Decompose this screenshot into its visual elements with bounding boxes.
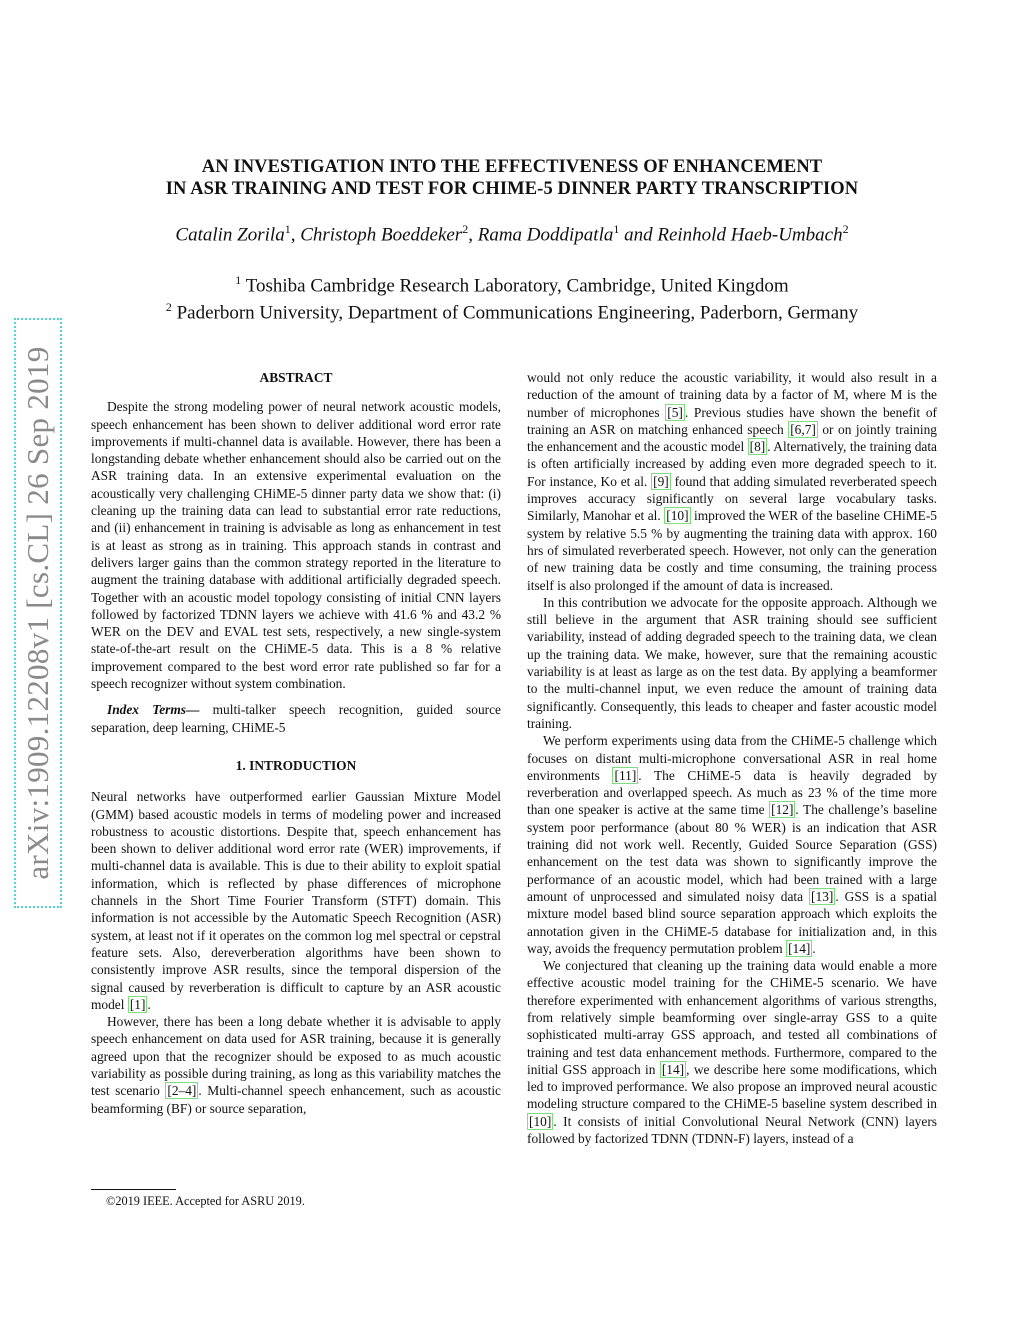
citation-link[interactable]: [14] [788,940,811,956]
paragraph-text: . [147,996,151,1012]
citation-link[interactable]: [10] [529,1113,552,1129]
paragraph-text: . GSS is a spatial mixture model based blind source separation approach which exploits the annotation given in the CHiME-5 database for initialization and, in this way, avoids the frequency permutation problem [527,888,937,956]
author-name: Catalin Zorila [175,224,285,246]
paragraph-text: . Previous studies have shown the benefit of training an ASR on matching enhanced speech [527,404,937,437]
author-affil-mark: 2 [842,222,849,236]
citation-link[interactable]: [11] [614,767,637,783]
abstract-text: Despite the strong modeling power of neural network acoustic models, speech enhancement has been shown to deliver additional word error rate improvements if multi-channel data is available. However, there has been a longstanding debate whether enhancement should also be carried out on the ASR training data. In an extensive experimental evaluation on the acoustically very challenging CHiME-5 dinner party data we show that: (i) cleaning up the training data can lead to substantial error rate reductions, and (ii) enhancement in training is advisable as long as enhancement in test is at least as strong as in training. This approach stands in contrast and delivers larger gains than the common strategy reported in the literature to augment the training database with additional artificially degraded speech. Together with an acoustic model topology consisting of initial CNN layers followed by factorized TDNN layers we achieve with 41.6 % and 43.2 % WER on the DEV and EVAL test sets, respectively, a new single-system state-of-the-art result on the CHiME-5 data. This is a 8 % relative improvement compared to the best word error rate published so far for a speech recognizer without system combination. [91,399,501,692]
left-column [91,369,501,1117]
right-paragraph-1 [527,369,937,594]
title-line-1: AN INVESTIGATION INTO THE EFFECTIVENESS OF ENHANCEMENT [201,157,823,177]
citation-link[interactable]: [14] [661,1061,685,1077]
citation-link[interactable]: [5] [667,404,683,420]
paragraph-text: However, there has been a long debate whether it is advisable to apply speech enhancement on data used for ASR training, because it is generally agreed upon that the recognizer should be exposed to as much acoustic variability as possible during training, as long as this variability matches the test scenario [91,1014,501,1099]
affiliation-2 [60,300,964,324]
paragraph-text: . Multi-channel speech enhancement, such as acoustic beamforming (BF) or source separation, [91,1083,502,1116]
affiliation-number: 1 [235,273,242,287]
right-paragraph-4 [527,957,937,1147]
paragraph-text: . It consists of initial Convolutional Neural Network (CNN) layers followed by factorized TDNN (TDNN-F) layers, instead of a [527,1113,937,1147]
paragraph-text: , we describe here some modifications, which led to improved performance. We also propose an improved neural acoustic modeling structure compared to the CHiME-5 baseline system described in [527,1061,937,1112]
arxiv-identifier[interactable]: arXiv:1909.12208v1 [cs.CL] 26 Sep 2019 [20,346,55,880]
index-terms-label: Index Terms— [107,702,200,718]
introduction-heading: 1. INTRODUCTION [235,757,357,773]
paragraph-text: We conjectured that cleaning up the training data would enable a more effective acoustic model training for the CHiME-5 scenario. We have therefore experimented with enhancement algorithms of various strengths, from relatively simple beamforming over single-array GSS to a quite sophisticated multi-array GSS approach, and tested all combinations of training and test data enhancement methods. Furthermore, compared to the initial GSS approach in [527,958,937,1077]
abstract-heading: ABSTRACT [259,370,333,385]
right-paragraph-3 [527,732,937,957]
affiliation-text: Toshiba Cambridge Research Laboratory, Cambridge, United Kingdom [241,275,789,297]
right-column [527,369,937,1147]
affiliation-number: 2 [165,300,172,314]
paper-title [100,156,924,200]
citation-link[interactable]: [8] [749,439,766,455]
paragraph-text: . The challenge’s baseline system poor performance (about 80 % WER) is an indication that ASR training did not work well. Recently, Guided Source Separation (GSS) enhancement on the test data was shown to significantly improve the performance of an acoustic model, which had been trained with a large amount of unprocessed and simulated noisy data [527,802,937,904]
index-terms-text: multi-talker speech recognition, guided source separation, deep learning, CHiME-5 [91,702,502,735]
paragraph-text: . The CHiME-5 data is heavily degraded by reverberation and overlapped speech. As much as 23 % of the time more than one speaker is active at the same time [527,767,937,818]
affiliation-text: Paderborn University, Department of Communications Engineering, Paderborn, Germany [171,302,859,324]
author-name: , Christoph Boeddeker [290,224,463,246]
right-paragraph-2: In this contribution we advocate for the opposite approach. Although we still believe in the argument that ASR training should see sufficient variability, instead of adding degraded speech to the training data, we clean up the training data. We make, however, sure that the remaining acoustic variability is at least as large as on the test data. By applying a beamformer to the multi-channel input, we even reduce the amount of training data significantly. Consequently, this leads to cheaper and faster acoustic model training. [527,594,937,731]
citation-link[interactable]: [12] [771,802,794,818]
citation-link[interactable]: [2–4] [167,1083,197,1099]
author-list [100,222,924,246]
citation-link[interactable]: [13] [811,888,834,904]
affiliation-1 [60,273,964,297]
citation-link[interactable]: [9] [653,473,669,489]
author-name: and Reinhold Haeb-Umbach [619,224,843,246]
paragraph-text: . [812,940,816,956]
copyright-footnote: ©2019 IEEE. Accepted for ASRU 2019. [106,1194,305,1208]
paragraph-text: improved the WER of the baseline CHiME-5 system by relative 5.5 % by augmenting the training data with approx. 160 hrs of simulated reverberated speech. However, not only can the generation of new training data be costly and time consuming, the training process itself is also prolonged if the amount of data is increased. [527,508,937,593]
title-line-2: IN ASR TRAINING AND TEST FOR CHIME-5 DINNER PARTY TRANSCRIPTION [165,179,859,199]
paragraph-text: Neural networks have outperformed earlier Gaussian Mixture Model (GMM) based acoustic models in terms of modeling power and increased robustness to acoustic distortions. Despite that, speech enhancement has been shown to deliver additional word error rate (WER) improvements, if multi-channel data is available. This is due to their ability to exploit spatial information, which is reflected by phase differences of microphone channels in the Short Time Fourier Transform (STFT) domain. This information is not accessible by the Automatic Speech Recognition (ASR) system, at least not if it operates on the common log mel spectral or cepstral feature sets. Also, dereverberation algorithms have been shown to consistently improve ASR results, since the temporal dispersion of the signal caused by reverberation is difficult to capture by an ASR acoustic model [91,789,501,1012]
paragraph-text: or on jointly training the enhancement and the acoustic model [527,421,937,455]
author-affil-mark: 1 [613,222,620,236]
author-name: , Rama Doddipatla [468,224,614,246]
intro-paragraph-1 [91,788,501,1013]
author-affil-mark: 2 [462,222,469,236]
paragraph-text: We perform experiments using data from the CHiME-5 challenge which focuses on distant multi-microphone conversational ASR in real home environments [527,733,937,783]
citation-link[interactable]: [6,7] [790,421,816,437]
footnote-rule [91,1189,176,1190]
intro-paragraph-2 [91,1013,501,1117]
paragraph-text: . Alternatively, the training data is often artificially increased by adding even more degraded speech to it. For instance, Ko et al. [527,439,937,489]
citation-link[interactable]: [1] [129,996,146,1012]
paragraph-text: would not only reduce the acoustic variability, it would also result in a reduction of the amount of training data by a factor of M, where M is the number of microphones [527,370,937,420]
paragraph-text: found that adding simulated reverberated speech improves accuracy significantly on several large vocabulary tasks. Similarly, Manohar et al. [527,473,937,524]
author-affil-mark: 1 [284,222,291,236]
citation-link[interactable]: [10] [666,508,689,524]
index-terms [91,701,501,736]
